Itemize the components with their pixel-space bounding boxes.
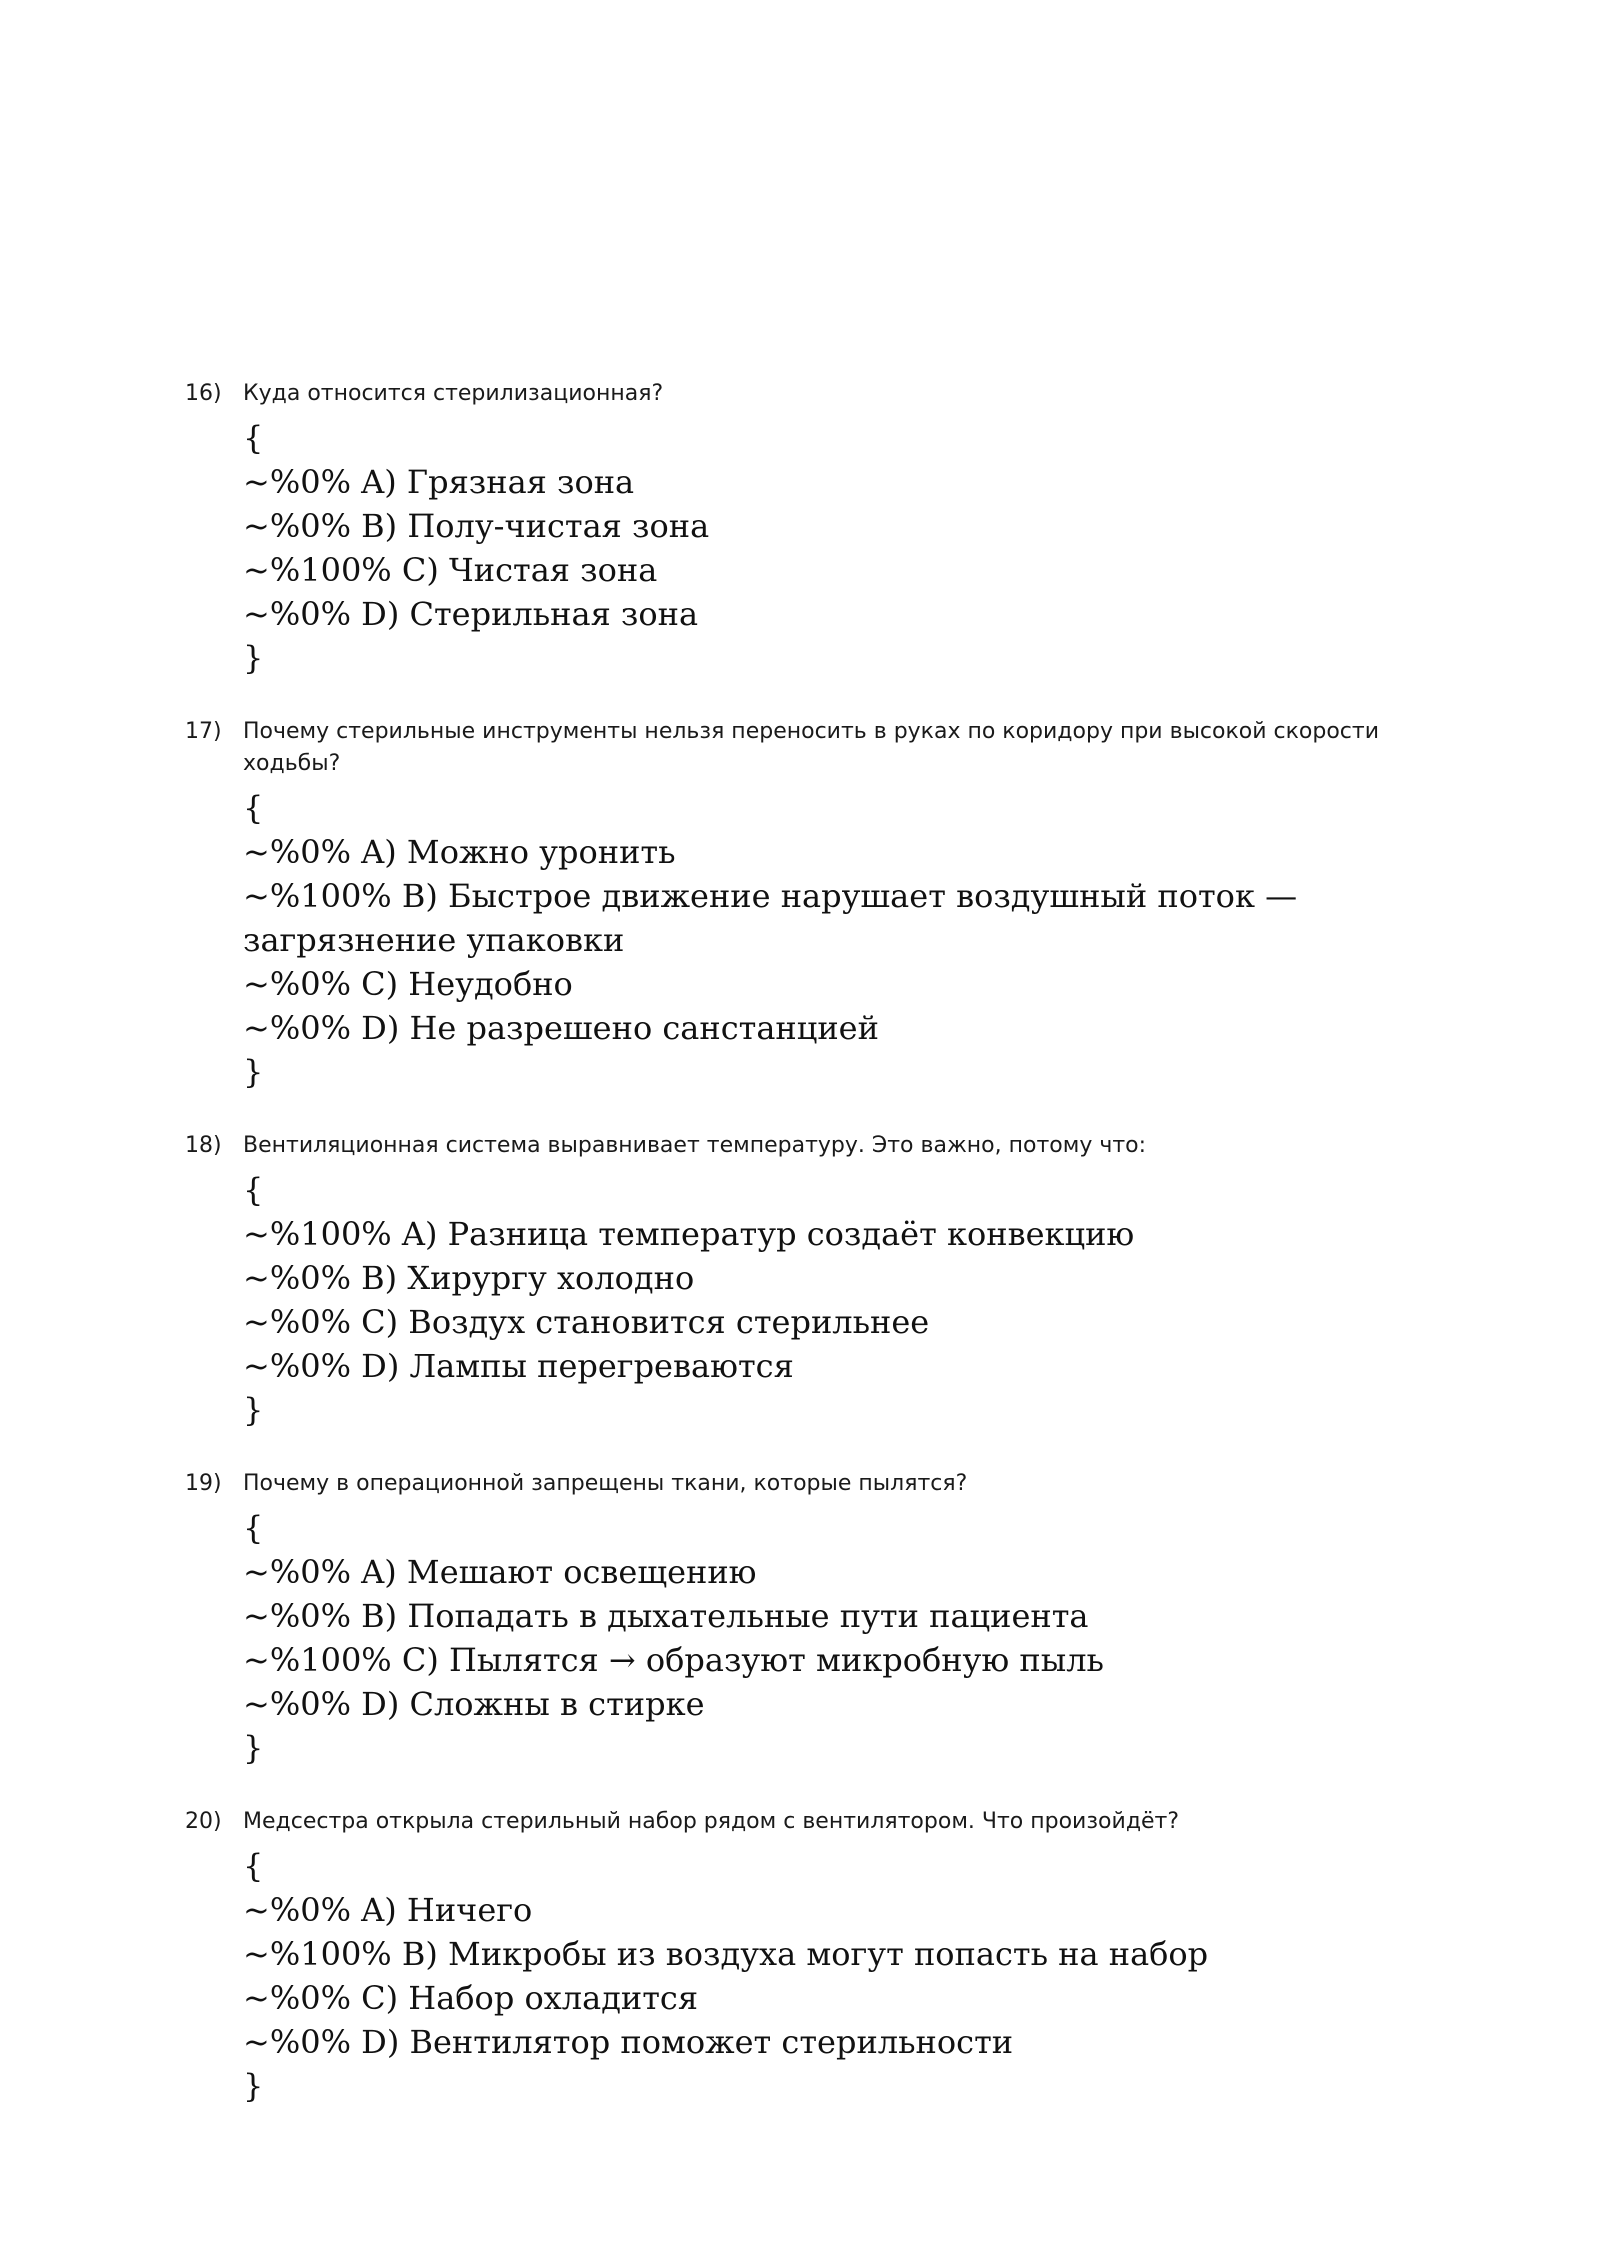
question-text: Медсестра открыла стерильный набор рядом с вентилятором. Что произойдёт?	[243, 1809, 1180, 1834]
answer-option-a: ~%0% A) Мешают освещению	[243, 1553, 757, 1591]
close-brace: }	[243, 1391, 264, 1429]
answer-option-d: ~%0% D) Стерильная зона	[243, 595, 699, 633]
question-header	[185, 378, 1415, 410]
question-header	[185, 1806, 1415, 1838]
answer-block	[243, 786, 1415, 1094]
answer-block	[243, 1844, 1415, 2108]
close-brace: }	[243, 1729, 264, 1767]
question-header	[185, 1468, 1415, 1500]
answer-option-a: ~%0% A) Ничего	[243, 1891, 533, 1929]
answer-option-a: ~%0% A) Можно уронить	[243, 833, 676, 871]
answer-block	[243, 1168, 1415, 1432]
question-16	[185, 378, 1415, 680]
question-number: 20)	[185, 1809, 222, 1834]
answer-option-b: ~%0% B) Хирургу холодно	[243, 1259, 695, 1297]
answer-option-b: ~%100% B) Микробы из воздуха могут попасть на набор	[243, 1935, 1209, 1973]
open-brace: {	[243, 419, 264, 457]
open-brace: {	[243, 1171, 264, 1209]
answer-option-d: ~%0% D) Вентилятор поможет стерильности	[243, 2023, 1014, 2061]
question-text: Почему стерильные инструменты нельзя переносить в руках по коридору при высокой скорости ходьбы?	[243, 719, 1380, 776]
close-brace: }	[243, 639, 264, 677]
question-number: 17)	[185, 719, 222, 744]
question-20	[185, 1806, 1415, 2108]
answer-option-d: ~%0% D) Сложны в стирке	[243, 1685, 705, 1723]
question-number: 19)	[185, 1471, 222, 1496]
answer-option-b: ~%0% B) Попадать в дыхательные пути пациента	[243, 1597, 1089, 1635]
answer-option-a: ~%100% A) Разница температур создаёт конвекцию	[243, 1215, 1135, 1253]
answer-option-b: ~%100% B) Быстрое движение нарушает воздушный поток — загрязнение упаковки	[243, 877, 1298, 959]
question-header	[185, 716, 1415, 780]
question-18	[185, 1130, 1415, 1432]
close-brace: }	[243, 2067, 264, 2105]
answer-option-c: ~%0% C) Набор охладится	[243, 1979, 699, 2017]
answer-option-c: ~%100% C) Пылятся → образуют микробную пыль	[243, 1641, 1104, 1679]
answer-option-a: ~%0% A) Грязная зона	[243, 463, 635, 501]
open-brace: {	[243, 789, 264, 827]
answer-block	[243, 1506, 1415, 1770]
question-header	[185, 1130, 1415, 1162]
answer-option-c: ~%0% C) Неудобно	[243, 965, 573, 1003]
close-brace: }	[243, 1053, 264, 1091]
answer-option-c: ~%0% C) Воздух становится стерильнее	[243, 1303, 930, 1341]
question-text: Почему в операционной запрещены ткани, которые пылятся?	[243, 1471, 968, 1496]
question-19	[185, 1468, 1415, 1770]
question-number: 16)	[185, 381, 222, 406]
question-17	[185, 716, 1415, 1094]
answer-option-d: ~%0% D) Лампы перегреваются	[243, 1347, 794, 1385]
answer-option-b: ~%0% B) Полу-чистая зона	[243, 507, 710, 545]
question-number: 18)	[185, 1133, 222, 1158]
answer-block	[243, 416, 1415, 680]
open-brace: {	[243, 1847, 264, 1885]
question-text: Куда относится стерилизационная?	[243, 381, 664, 406]
answer-option-d: ~%0% D) Не разрешено санстанцией	[243, 1009, 879, 1047]
question-text: Вентиляционная система выравнивает температуру. Это важно, потому что:	[243, 1133, 1147, 1158]
answer-option-c: ~%100% C) Чистая зона	[243, 551, 658, 589]
open-brace: {	[243, 1509, 264, 1547]
question-list	[185, 378, 1415, 2144]
